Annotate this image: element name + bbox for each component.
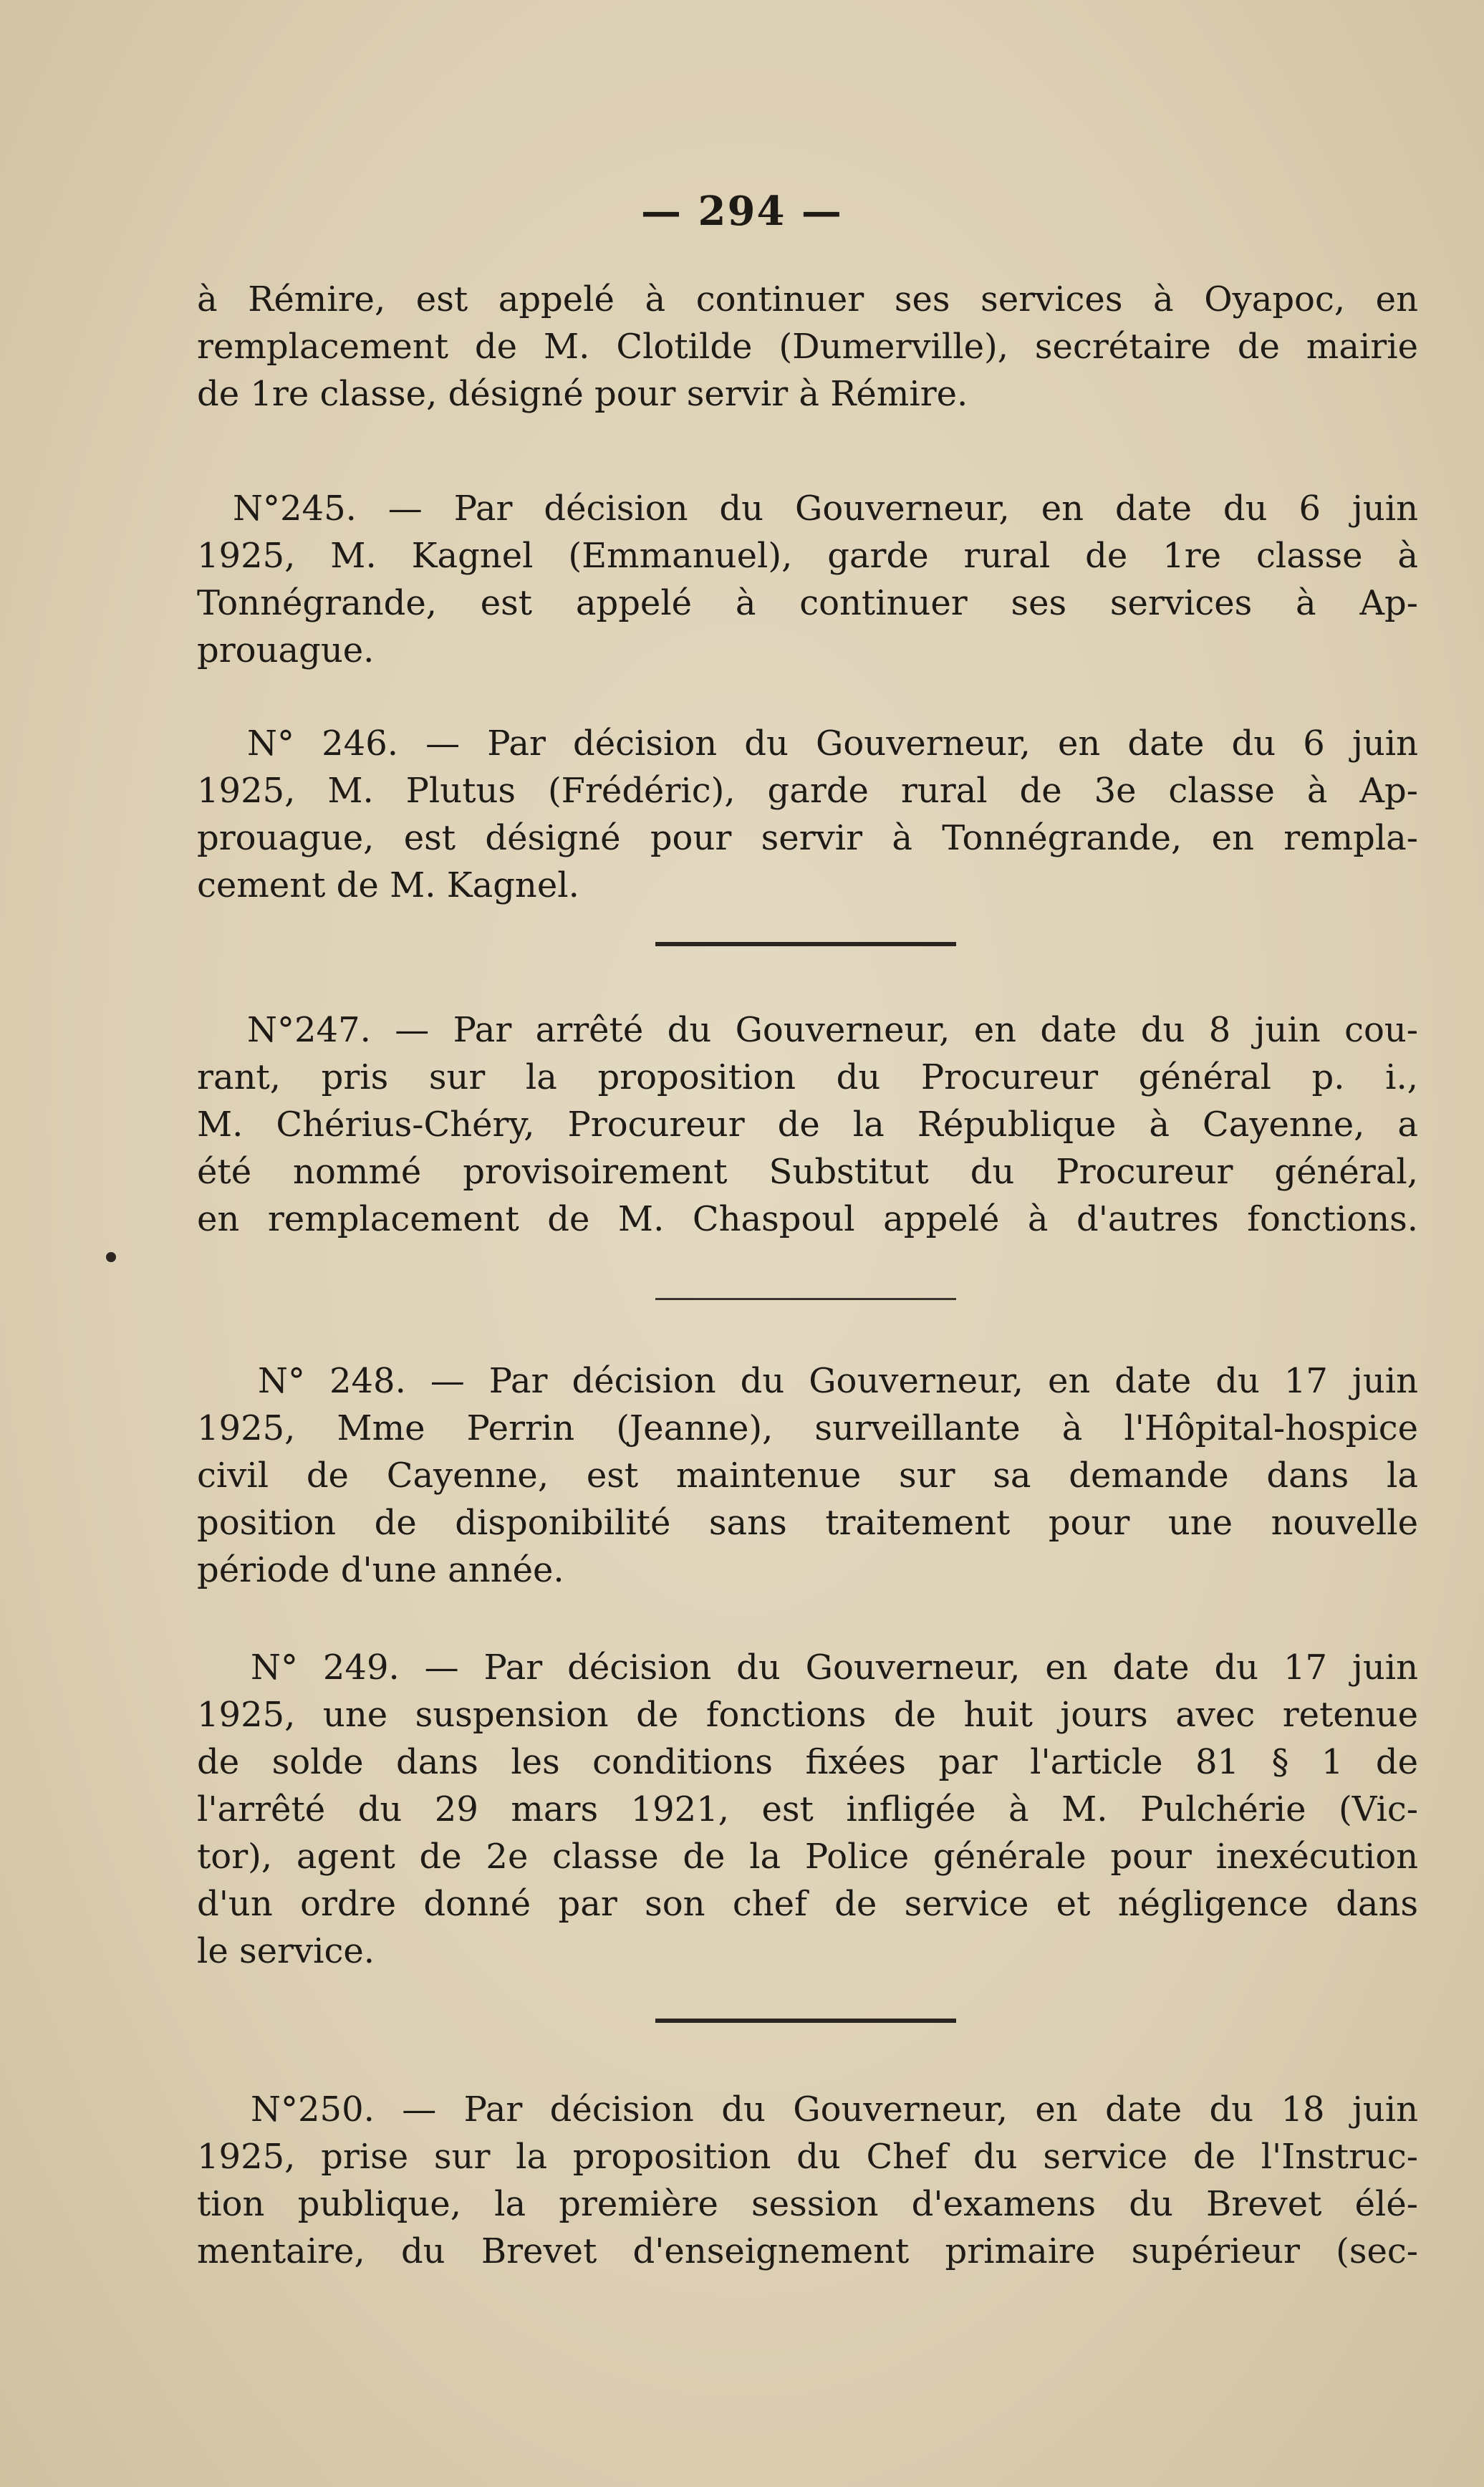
text-line: prouague.	[197, 630, 375, 670]
text-line: N° 246. — Par décision du Gouverneur, en date du 6 juin	[247, 723, 1418, 764]
text-line: prouague, est désigné pour servir à Tonnégrande, en rempla-	[197, 818, 1418, 858]
text-line: 1925, prise sur la proposition du Chef du service de l'Instruc-	[197, 2137, 1418, 2177]
text-line: d'un ordre donné par son chef de service et négligence dans	[197, 1884, 1418, 1924]
text-line: 1925, Mme Perrin (Jeanne), surveillante à l'Hôpital-hospice	[197, 1408, 1418, 1448]
text-line: N° 249. — Par décision du Gouverneur, en date du 17 juin	[251, 1647, 1418, 1688]
paragraph-249	[197, 1644, 1418, 1975]
page-number: — 294 —	[641, 188, 843, 235]
text-line: Tonnégrande, est appelé à continuer ses services à Ap-	[197, 583, 1418, 623]
text-line: N°250. — Par décision du Gouverneur, en date du 18 juin	[251, 2089, 1418, 2130]
text-line: N° 248. — Par décision du Gouverneur, en date du 17 juin	[258, 1361, 1418, 1401]
text-line: tion publique, la première session d'examens du Brevet élé-	[197, 2184, 1418, 2224]
text-line: mentaire, du Brevet d'enseignement primaire supérieur (sec-	[197, 2231, 1418, 2271]
text-line: été nommé provisoirement Substitut du Procureur général,	[197, 1152, 1418, 1192]
text-line: à Rémire, est appelé à continuer ses services à Oyapoc, en	[197, 279, 1418, 319]
text-line: position de disponibilité sans traitement pour une nouvelle	[197, 1503, 1418, 1543]
text-line: 1925, une suspension de fonctions de huit jours avec retenue	[197, 1695, 1418, 1735]
text-line: l'arrêté du 29 mars 1921, est infligée à M. Pulchérie (Vic-	[197, 1789, 1418, 1829]
section-divider	[655, 942, 956, 946]
text-line: période d'une année.	[197, 1550, 564, 1590]
text-line: N°247. — Par arrêté du Gouverneur, en date du 8 juin cou-	[247, 1010, 1418, 1050]
paragraph-250	[197, 2086, 1418, 2275]
text-line: en remplacement de M. Chaspoul appelé à d'autres fonctions.	[197, 1199, 1418, 1239]
text-line: civil de Cayenne, est maintenue sur sa demande dans la	[197, 1456, 1418, 1496]
ink-speck	[106, 1252, 116, 1262]
text-line: le service.	[197, 1931, 375, 1971]
text-line: N°245. — Par décision du Gouverneur, en date du 6 juin	[233, 489, 1418, 529]
paragraph-245	[197, 485, 1418, 674]
section-divider	[655, 2019, 956, 2023]
text-line: M. Chérius-Chéry, Procureur de la République à Cayenne, a	[197, 1105, 1418, 1145]
text-line: 1925, M. Kagnel (Emmanuel), garde rural de 1re classe à	[197, 536, 1418, 576]
paragraph-246	[197, 720, 1418, 909]
section-divider	[655, 1298, 956, 1300]
text-line: de 1re classe, désigné pour servir à Rémire.	[197, 374, 968, 414]
text-line: 1925, M. Plutus (Frédéric), garde rural de 3e classe à Ap-	[197, 771, 1418, 811]
text-line: rant, pris sur la proposition du Procureur général p. i.,	[197, 1057, 1418, 1097]
text-line: de solde dans les conditions fixées par l'article 81 § 1 de	[197, 1742, 1418, 1782]
paragraph-248	[197, 1357, 1418, 1594]
text-line: remplacement de M. Clotilde (Dumerville), secrétaire de mairie	[197, 327, 1418, 367]
text-line: cement de M. Kagnel.	[197, 865, 579, 905]
text-line: tor), agent de 2e classe de la Police générale pour inexécution	[197, 1837, 1418, 1877]
paragraph-continuation	[197, 276, 1418, 418]
paragraph-247	[197, 1006, 1418, 1243]
